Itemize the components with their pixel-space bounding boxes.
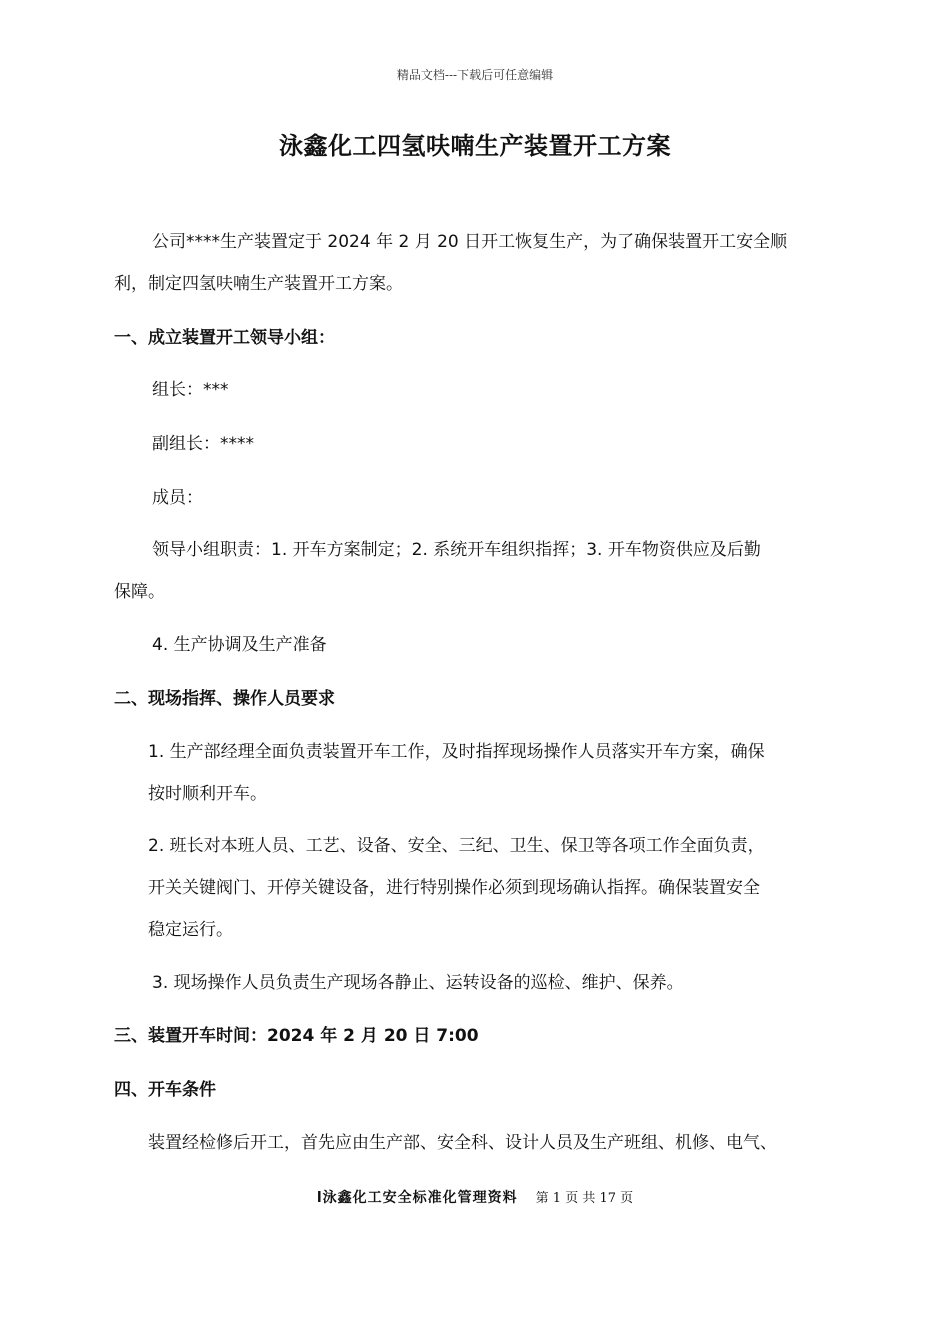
requirement-3: 3. 现场操作人员负责生产现场各静止、运转设备的巡检、维护、保养。: [152, 973, 684, 993]
requirement-1-line-2: 按时顺利开车。: [148, 784, 267, 804]
deputy-leader-line: 副组长：****: [152, 434, 254, 454]
section-1-heading: 一、成立装置开工领导小组：: [114, 328, 335, 348]
intro-paragraph-line-1: 公司****生产装置定于 2024 年 2 月 20 日开工恢复生产，为了确保装置开工安全顺: [152, 232, 788, 252]
page-watermark: 精品文档---下载后可任意编辑: [396, 68, 554, 82]
intro-paragraph-line-2: 利，制定四氢呋喃生产装置开工方案。: [114, 274, 403, 294]
duties-item-4: 4. 生产协调及生产准备: [152, 635, 327, 655]
section-3-heading: 三、装置开车时间：2024 年 2 月 20 日 7:00: [114, 1026, 479, 1046]
footer-page-number: 第 1 页 共 17 页: [535, 1191, 634, 1206]
section-2-heading: 二、现场指挥、操作人员要求: [114, 689, 335, 709]
startup-conditions-line-1: 装置经检修后开工，首先应由生产部、安全科、设计人员及生产班组、机修、电气、: [148, 1133, 777, 1153]
requirement-2-line-2: 开关关键阀门、开停关键设备，进行特别操作必须到现场确认指挥。确保装置安全: [148, 878, 760, 898]
document-title: 泳鑫化工四氢呋喃生产装置开工方案: [279, 131, 671, 160]
members-line: 成员：: [152, 488, 203, 508]
requirement-2-line-3: 稳定运行。: [148, 920, 233, 940]
requirement-2-line-1: 2. 班长对本班人员、工艺、设备、安全、三纪、卫生、保卫等各项工作全面负责，: [148, 836, 765, 856]
leader-line: 组长：***: [152, 380, 229, 400]
footer-organization: l泳鑫化工安全标准化管理资料: [316, 1190, 518, 1206]
requirement-1-line-1: 1. 生产部经理全面负责装置开车工作，及时指挥现场操作人员落实开车方案，确保: [148, 742, 765, 762]
section-4-heading: 四、开车条件: [114, 1080, 216, 1100]
page-footer: [0, 1187, 950, 1207]
duties-line-1: 领导小组职责：1. 开车方案制定；2. 系统开车组织指挥；3. 开车物资供应及后勤: [152, 540, 761, 560]
duties-line-2: 保障。: [114, 582, 165, 602]
